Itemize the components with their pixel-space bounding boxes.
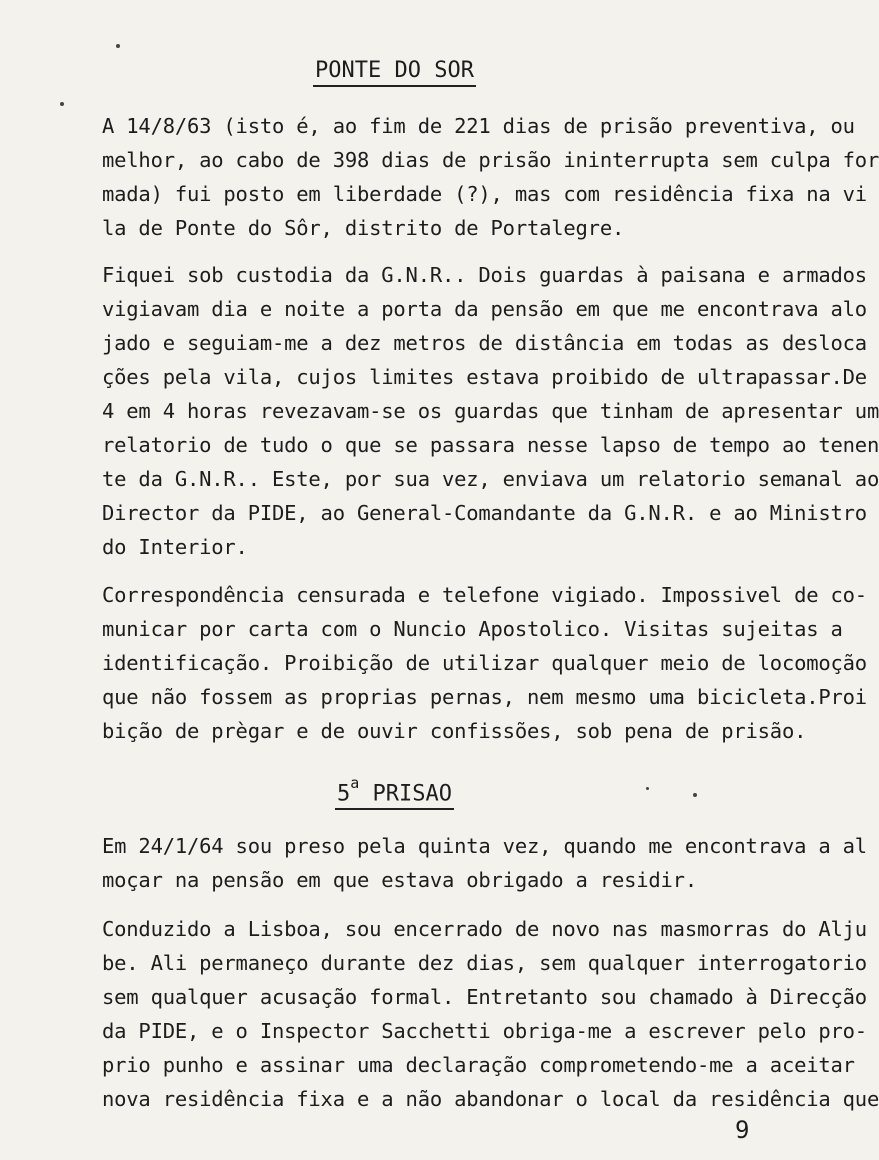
text-line: la de Ponte do Sôr, distrito de Portalegre.	[102, 216, 625, 240]
paragraph	[102, 258, 879, 564]
section-title: PRISAO	[372, 781, 452, 807]
text-line: mada) fui posto em liberdade (?), mas com residência fixa na vi	[102, 182, 867, 206]
text-line: ções pela vila, cujos limites estava proibido de ultrapassar.De	[102, 365, 867, 389]
section-heading-text	[335, 774, 454, 810]
text-line: identificação. Proibição de utilizar qualquer meio de locomoção	[102, 651, 867, 675]
section-heading	[0, 774, 789, 810]
page-title	[0, 58, 789, 87]
text-line: Correspondência censurada e telefone vigiado. Impossivel de co-	[102, 583, 867, 607]
text-line: nova residência fixa e a não abandonar o local da residência que	[102, 1087, 879, 1111]
text-line: vigiavam dia e noite a porta da pensão em que me encontrava alo	[102, 297, 867, 321]
text-line: te da G.N.R.. Este, por sua vez, enviava um relatorio semanal ao	[102, 467, 879, 491]
text-line: Director da PIDE, ao General-Comandante da G.N.R. e ao Ministro	[102, 501, 867, 525]
section-number: 5	[336, 781, 351, 807]
text-line: Em 24/1/64 sou preso pela quinta vez, quando me encontrava a al	[102, 834, 867, 858]
text-line: do Interior.	[102, 535, 248, 559]
text-line: prio punho e assinar uma declaração comprometendo-me a aceitar	[102, 1053, 855, 1077]
text-line: moçar na pensão em que estava obrigado a residir.	[102, 868, 697, 892]
text-line: jado e seguiam-me a dez metros de distância em todas as desloca	[102, 331, 867, 355]
text-line: A 14/8/63 (isto é, ao fim de 221 dias de prisão preventiva, ou	[102, 114, 855, 138]
section-superscript: a	[350, 774, 360, 792]
scan-speck	[116, 44, 120, 48]
text-line: que não fossem as proprias pernas, nem mesmo uma bicicleta.Proi	[102, 685, 867, 709]
page-number: 9	[735, 1116, 750, 1144]
paragraph	[102, 829, 867, 897]
text-line: Fiquei sob custodia da G.N.R.. Dois guardas à paisana e armados	[102, 263, 867, 287]
text-line: 4 em 4 horas revezavam-se os guardas que tinham de apresentar um	[102, 399, 879, 423]
text-line: melhor, ao cabo de 398 dias de prisão ininterrupta sem culpa for	[102, 148, 879, 172]
text-line: bição de prègar e de ouvir confissões, sob pena de prisão.	[102, 719, 807, 743]
text-line: Conduzido a Lisboa, sou encerrado de novo nas masmorras do Alju	[102, 917, 867, 941]
paragraph	[102, 912, 879, 1116]
text-line: municar por carta com o Nuncio Apostolico. Visitas sujeitas a	[102, 617, 843, 641]
paragraph	[102, 109, 879, 245]
page-title-text: PONTE DO SOR	[313, 58, 476, 87]
text-line: sem qualquer acusação formal. Entretanto sou chamado à Direcção	[102, 985, 867, 1009]
scan-speck	[60, 102, 64, 106]
text-line: da PIDE, e o Inspector Sacchetti obriga-me a escrever pelo pro-	[102, 1019, 867, 1043]
text-line: be. Ali permaneço durante dez dias, sem qualquer interrogatorio	[102, 951, 867, 975]
paragraph	[102, 578, 867, 748]
text-line: relatorio de tudo o que se passara nesse lapso de tempo ao tenen	[102, 433, 879, 457]
